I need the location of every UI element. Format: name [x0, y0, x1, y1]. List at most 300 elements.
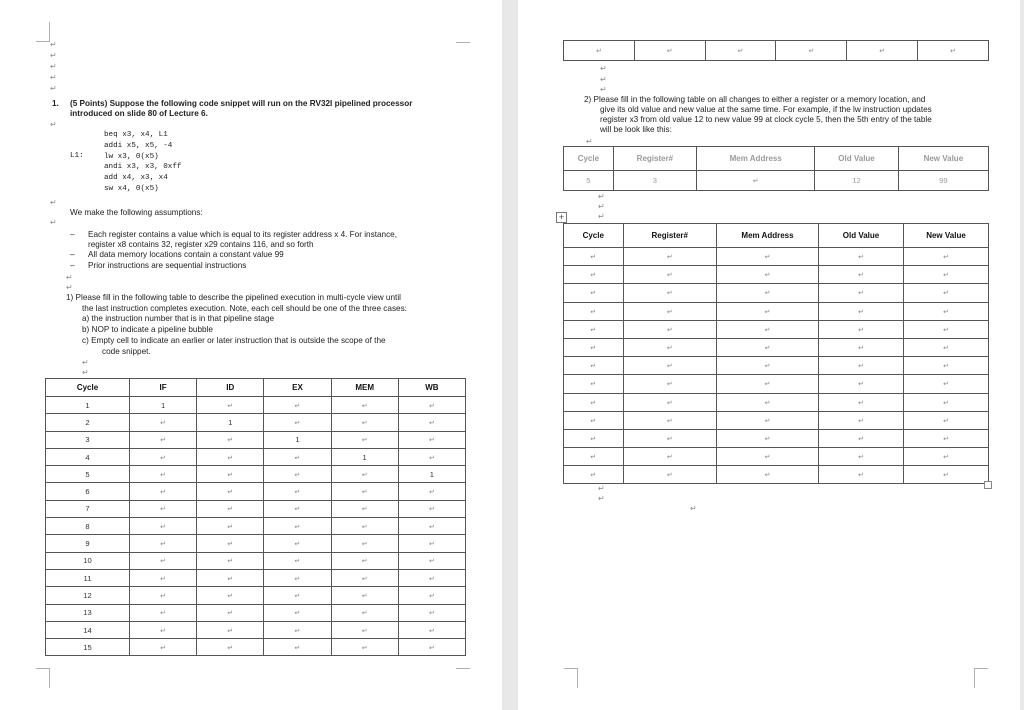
table-cell[interactable] — [197, 466, 264, 483]
column-header: Old Value — [819, 224, 904, 248]
table-cell[interactable] — [717, 411, 819, 429]
table-cell[interactable] — [130, 604, 197, 621]
table-resize-handle-icon[interactable] — [984, 481, 992, 489]
cell-end-mark: ↵ — [879, 47, 886, 55]
assumption-item: All data memory locations contain a constant value 99 — [88, 250, 284, 259]
table-cell[interactable] — [819, 357, 904, 375]
cell-end-mark: ↵ — [227, 505, 234, 514]
table-cell[interactable] — [564, 448, 624, 466]
table-cell[interactable] — [564, 466, 624, 484]
table-cell[interactable] — [904, 375, 989, 393]
table-row — [564, 266, 989, 284]
cell-end-mark: ↵ — [428, 591, 435, 600]
cell-end-mark: ↵ — [943, 271, 949, 280]
cell-end-mark: ↵ — [294, 626, 301, 635]
table-cell[interactable] — [819, 302, 904, 320]
crop-mark — [564, 668, 578, 688]
cell-end-mark: ↵ — [160, 470, 167, 479]
table-cell[interactable] — [623, 375, 717, 393]
option-c: c) Empty cell to indicate an earlier or later instruction that is outside the scope of the — [82, 336, 386, 345]
cell-end-mark: ↵ — [160, 626, 167, 635]
table-cell[interactable] — [197, 621, 264, 638]
table-cell: 14 — [46, 621, 130, 638]
cell-end-mark: ↵ — [858, 362, 864, 371]
table-cell[interactable] — [697, 171, 815, 191]
table-cell[interactable] — [634, 41, 705, 61]
table-cell[interactable] — [264, 621, 331, 638]
table-row — [564, 466, 989, 484]
option-c-continued: code snippet. — [102, 347, 151, 356]
cell-end-mark: ↵ — [666, 380, 673, 389]
table-cell[interactable] — [130, 569, 197, 586]
question-2-text: will be look like this: — [600, 125, 672, 134]
cell-end-mark: ↵ — [590, 434, 597, 443]
cell-end-mark: ↵ — [590, 289, 597, 298]
cell-end-mark: ↵ — [764, 362, 771, 371]
table-cell[interactable] — [331, 518, 398, 535]
cell-end-mark: ↵ — [858, 434, 864, 443]
table-cell[interactable] — [717, 320, 819, 338]
paragraph-mark: ↵ — [586, 137, 593, 146]
table-cell: 10 — [46, 552, 130, 569]
table-row — [564, 375, 989, 393]
table-cell[interactable] — [197, 587, 264, 604]
table-cell[interactable] — [398, 431, 465, 448]
cell-end-mark: ↵ — [752, 177, 759, 185]
cell-end-mark: ↵ — [858, 325, 864, 334]
crop-mark — [456, 668, 470, 669]
table-cell[interactable] — [819, 393, 904, 411]
paragraph-mark: ↵ — [598, 192, 605, 201]
table-cell[interactable] — [819, 411, 904, 429]
cell-end-mark: ↵ — [227, 470, 234, 479]
cell-end-mark: ↵ — [943, 344, 949, 353]
paragraph-mark: ↵ — [82, 358, 89, 367]
document-page-1: ↵ ↵ ↵ ↵ ↵ 1. (5 Points) Suppose the following code snippet will run on the RV32I pipelined processor introduced on slide 80 of Lecture 6. ↵ L1: beq x3, x4, L1 addi x5, x5, -4 lw x3, 0(x5) andi x3, x3, 0xff add x4, x3, x4 sw x4, 0(x5) ↵ We make the following assumptions: ↵ – Each register contains a value which is equal to its register address x 4. For instance, register x8 contains 32, register x29 contains 116, and so forth – All data memory locations contain a constant value 99 – Prior instructions are sequential instructions ↵ ↵ 1) Please fill in the following table to describe the pipelined execution in multi-cycle view until the last instruction completes execution. Note, each cell should be one of the three cases: a) the instruction number that is in that pipeline stage b) NOP to indicate a pipeline bubble c) Empty cell to indicate an earlier or later instruction that is outside the scope of the code snippet. ↵ ↵ Cycle IF ID EX MEM WB 1 1 ↵ ↵ ↵ ↵ 2 ↵ 1 ↵ ↵ ↵ 3 ↵ ↵ 1 ↵ ↵ 4 ↵ ↵ ↵ 1 ↵ 5 ↵ ↵ ↵ ↵ 1 6 ↵ ↵ ↵ ↵ ↵ 7 ↵ ↵ ↵ ↵ ↵ 8 ↵ ↵ ↵ ↵ ↵ 9 ↵ ↵ ↵ ↵ ↵ 10 ↵ ↵ ↵ ↵ ↵ 11 ↵ ↵ ↵ ↵ ↵ 12 ↵ ↵ ↵ ↵ ↵ 13 ↵ ↵ ↵ ↵ ↵ 14 ↵ ↵ ↵ ↵ ↵ 15 ↵ ↵ ↵ ↵ ↵ — [0, 0, 502, 710]
table-cell[interactable] — [564, 320, 624, 338]
cell-end-mark: ↵ — [361, 557, 368, 566]
table-cell[interactable] — [264, 414, 331, 431]
table-row — [46, 552, 466, 569]
cell-end-mark: ↵ — [160, 418, 167, 427]
table-cell: 1 — [197, 414, 264, 431]
option-a: a) the instruction number that is in that pipeline stage — [82, 314, 275, 323]
cell-end-mark: ↵ — [227, 574, 234, 583]
table-cell: 2 — [46, 414, 130, 431]
table-cell: 6 — [46, 483, 130, 500]
table-cell[interactable] — [264, 466, 331, 483]
crop-mark — [36, 22, 50, 42]
table-cell[interactable] — [398, 535, 465, 552]
table-cell[interactable] — [130, 500, 197, 517]
cell-end-mark: ↵ — [858, 344, 864, 353]
cell-end-mark: ↵ — [858, 380, 864, 389]
table-cell[interactable] — [398, 587, 465, 604]
cell-end-mark: ↵ — [361, 591, 368, 600]
table-cell[interactable] — [197, 535, 264, 552]
paragraph-mark: ↵ — [82, 368, 89, 377]
cell-end-mark: ↵ — [361, 418, 368, 427]
cell-end-mark: ↵ — [666, 289, 673, 298]
table-cell[interactable] — [398, 604, 465, 621]
table-cell[interactable] — [717, 375, 819, 393]
crop-mark — [36, 668, 50, 688]
assumptions-intro: We make the following assumptions: — [70, 208, 203, 217]
table-cell[interactable] — [904, 393, 989, 411]
cell-end-mark: ↵ — [428, 505, 435, 514]
table-cell[interactable] — [331, 500, 398, 517]
cell-end-mark: ↵ — [361, 643, 368, 652]
table-cell[interactable] — [819, 320, 904, 338]
table-cell[interactable] — [819, 338, 904, 356]
table-cell[interactable] — [623, 357, 717, 375]
table-cell[interactable] — [197, 431, 264, 448]
table-row — [46, 431, 466, 448]
cell-end-mark: ↵ — [943, 307, 949, 316]
table-cell[interactable] — [819, 248, 904, 266]
table-cell[interactable] — [331, 397, 398, 414]
cell-end-mark: ↵ — [764, 453, 771, 462]
table-cell[interactable] — [130, 466, 197, 483]
paragraph-mark: ↵ — [50, 40, 57, 49]
cell-end-mark: ↵ — [361, 522, 368, 531]
cell-end-mark: ↵ — [858, 253, 864, 262]
table-cell[interactable] — [819, 266, 904, 284]
table-cell[interactable] — [398, 414, 465, 431]
table-cell[interactable] — [717, 448, 819, 466]
table-cell[interactable] — [717, 429, 819, 447]
table-cell[interactable] — [717, 466, 819, 484]
cell-end-mark: ↵ — [590, 380, 597, 389]
table-cell[interactable] — [264, 397, 331, 414]
cell-end-mark: ↵ — [764, 434, 771, 443]
cell-end-mark: ↵ — [160, 453, 167, 462]
table-cell[interactable] — [904, 266, 989, 284]
table-cell[interactable] — [197, 483, 264, 500]
table-cell[interactable] — [130, 552, 197, 569]
table-cell[interactable] — [623, 320, 717, 338]
table-cell[interactable] — [398, 621, 465, 638]
paragraph-mark: ↵ — [50, 51, 57, 60]
table-cell[interactable] — [623, 393, 717, 411]
cell-end-mark: ↵ — [943, 471, 949, 480]
table-cell: 3 — [46, 431, 130, 448]
cell-end-mark: ↵ — [666, 434, 673, 443]
table-cell[interactable] — [819, 375, 904, 393]
column-header: ID — [197, 379, 264, 397]
table-cell[interactable] — [331, 414, 398, 431]
code-line: addi x5, x5, -4 — [104, 141, 173, 150]
table-cell[interactable] — [264, 569, 331, 586]
table-cell[interactable] — [264, 483, 331, 500]
table-cell[interactable] — [904, 338, 989, 356]
table-cell[interactable] — [264, 604, 331, 621]
code-line: sw x4, 0(x5) — [104, 184, 159, 193]
table-row — [564, 320, 989, 338]
cell-end-mark: ↵ — [943, 416, 949, 425]
table-cell[interactable] — [130, 518, 197, 535]
table-cell[interactable] — [130, 535, 197, 552]
cell-end-mark: ↵ — [764, 416, 771, 425]
paragraph-mark: ↵ — [50, 218, 57, 227]
cell-end-mark: ↵ — [294, 540, 301, 549]
table-cell[interactable] — [564, 357, 624, 375]
table-cell[interactable] — [130, 448, 197, 465]
table-cell[interactable] — [331, 604, 398, 621]
cell-end-mark: ↵ — [666, 398, 673, 407]
table-cell[interactable] — [197, 518, 264, 535]
table-row — [564, 248, 989, 266]
table-cell[interactable] — [130, 587, 197, 604]
table-cell[interactable] — [264, 518, 331, 535]
table-cell[interactable] — [331, 431, 398, 448]
table-cell[interactable] — [904, 357, 989, 375]
table-cell[interactable] — [904, 411, 989, 429]
cell-end-mark: ↵ — [428, 488, 435, 497]
table-cell: 7 — [46, 500, 130, 517]
cell-end-mark: ↵ — [361, 401, 368, 410]
table-cell[interactable] — [819, 466, 904, 484]
table-cell[interactable] — [264, 639, 331, 656]
table-cell[interactable] — [819, 429, 904, 447]
table-cell[interactable] — [564, 248, 624, 266]
cell-end-mark: ↵ — [808, 47, 815, 55]
table-cell[interactable] — [264, 552, 331, 569]
code-line: beq x3, x4, L1 — [104, 131, 168, 139]
table-cell[interactable] — [717, 338, 819, 356]
cell-end-mark: ↵ — [160, 591, 167, 600]
cell-end-mark: ↵ — [590, 271, 597, 280]
table-cell[interactable] — [197, 604, 264, 621]
cell-end-mark: ↵ — [160, 436, 167, 445]
table-cell[interactable] — [398, 448, 465, 465]
table-row — [46, 518, 466, 535]
table-cell[interactable] — [331, 621, 398, 638]
table-cell[interactable] — [197, 448, 264, 465]
table-cell[interactable] — [623, 338, 717, 356]
table-cell[interactable] — [264, 587, 331, 604]
table-cell[interactable] — [130, 639, 197, 656]
table-cell: 1 — [331, 448, 398, 465]
table-cell[interactable] — [819, 448, 904, 466]
table-cell[interactable] — [197, 552, 264, 569]
cell-end-mark: ↵ — [227, 626, 234, 635]
table-cell[interactable] — [398, 500, 465, 517]
paragraph-mark: ↵ — [50, 62, 57, 71]
table-cell[interactable] — [623, 466, 717, 484]
cell-end-mark: ↵ — [943, 362, 949, 371]
cell-end-mark: ↵ — [764, 471, 771, 480]
cell-end-mark: ↵ — [294, 401, 301, 410]
cell-end-mark: ↵ — [428, 401, 435, 410]
paragraph-mark: ↵ — [598, 202, 605, 211]
cell-end-mark: ↵ — [858, 289, 864, 298]
table-row — [564, 429, 989, 447]
table-cell[interactable] — [904, 248, 989, 266]
table-cell[interactable] — [623, 302, 717, 320]
table-cell[interactable] — [904, 320, 989, 338]
table-cell: 13 — [46, 604, 130, 621]
table-cell: 8 — [46, 518, 130, 535]
cell-end-mark: ↵ — [764, 380, 771, 389]
table-cell[interactable] — [904, 448, 989, 466]
table-cell[interactable] — [398, 552, 465, 569]
table-cell[interactable] — [564, 41, 635, 61]
table-cell[interactable] — [717, 284, 819, 302]
table-cell[interactable] — [331, 483, 398, 500]
cell-end-mark: ↵ — [943, 453, 949, 462]
table-cell[interactable] — [331, 569, 398, 586]
cell-end-mark: ↵ — [666, 453, 673, 462]
table-move-handle-icon[interactable]: + — [556, 212, 567, 223]
cell-end-mark: ↵ — [160, 505, 167, 514]
table-cell[interactable] — [564, 393, 624, 411]
table-cell[interactable] — [623, 448, 717, 466]
table-cell[interactable] — [197, 500, 264, 517]
table-row — [46, 621, 466, 638]
table-cell[interactable] — [197, 639, 264, 656]
cell-end-mark: ↵ — [666, 471, 673, 480]
paragraph-mark: ↵ — [50, 73, 57, 82]
table-cell[interactable] — [717, 357, 819, 375]
table-cell[interactable] — [904, 429, 989, 447]
cell-end-mark: ↵ — [858, 471, 864, 480]
table-cell[interactable] — [904, 466, 989, 484]
table-cell[interactable] — [331, 552, 398, 569]
cell-end-mark: ↵ — [858, 398, 864, 407]
table-cell[interactable] — [918, 41, 989, 61]
cell-end-mark: ↵ — [943, 325, 949, 334]
table-cell[interactable] — [847, 41, 918, 61]
table-cell[interactable] — [564, 266, 624, 284]
table-cell[interactable] — [331, 466, 398, 483]
cell-end-mark: ↵ — [590, 307, 597, 316]
cell-end-mark: ↵ — [858, 307, 864, 316]
table-cell[interactable] — [398, 569, 465, 586]
table-cell: 12 — [815, 171, 898, 191]
table-cell[interactable] — [819, 284, 904, 302]
table-cell[interactable] — [564, 338, 624, 356]
table-cell[interactable] — [623, 429, 717, 447]
cell-end-mark: ↵ — [666, 344, 673, 353]
table-cell: 5 — [46, 466, 130, 483]
cell-end-mark: ↵ — [590, 471, 597, 480]
cell-end-mark: ↵ — [666, 47, 673, 55]
table-cell[interactable] — [623, 248, 717, 266]
assumption-item: Each register contains a value which is equal to its register address x 4. For instance, — [88, 230, 398, 239]
table-cell[interactable] — [130, 483, 197, 500]
table-row — [46, 448, 466, 465]
table-row — [564, 357, 989, 375]
cell-end-mark: ↵ — [666, 271, 673, 280]
table-cell[interactable] — [623, 411, 717, 429]
question-title-continued: introduced on slide 80 of Lecture 6. — [70, 109, 208, 118]
cell-end-mark: ↵ — [764, 271, 771, 280]
paragraph-mark: ↵ — [690, 504, 697, 513]
question-2-text: give its old value and new value at the same time. For example, if the lw instruction updates — [600, 105, 932, 114]
table-cell[interactable] — [623, 266, 717, 284]
column-header: Cycle — [564, 224, 624, 248]
column-header: WB — [398, 379, 465, 397]
table-cell[interactable] — [717, 248, 819, 266]
pipeline-table — [45, 378, 466, 656]
table-cell[interactable] — [564, 302, 624, 320]
cell-end-mark: ↵ — [764, 398, 771, 407]
table-cell[interactable] — [717, 266, 819, 284]
cell-end-mark: ↵ — [764, 325, 771, 334]
table-cell[interactable] — [331, 587, 398, 604]
table-cell[interactable] — [264, 448, 331, 465]
table-row — [564, 302, 989, 320]
table-cell: 9 — [46, 535, 130, 552]
table-cell[interactable] — [130, 431, 197, 448]
table-cell[interactable] — [564, 375, 624, 393]
table-cell[interactable] — [705, 41, 776, 61]
paragraph-mark: ↵ — [50, 120, 57, 129]
table-cell[interactable] — [564, 284, 624, 302]
column-header: Mem Address — [697, 147, 815, 171]
question-1-text: the last instruction completes execution. Note, each cell should be one of the three cases: — [82, 304, 407, 313]
cell-end-mark: ↵ — [428, 436, 435, 445]
paragraph-mark: ↵ — [598, 212, 605, 221]
table-cell[interactable] — [776, 41, 847, 61]
cell-end-mark: ↵ — [294, 418, 301, 427]
table-cell[interactable] — [398, 639, 465, 656]
cell-end-mark: ↵ — [227, 401, 234, 410]
cell-end-mark: ↵ — [590, 416, 597, 425]
table-row — [46, 397, 466, 414]
table-cell[interactable] — [130, 414, 197, 431]
question-2-text: 2) Please fill in the following table on all changes to either a register or a memory location, and — [584, 95, 926, 104]
table-cell: 15 — [46, 639, 130, 656]
table-row — [46, 483, 466, 500]
table-cell[interactable] — [398, 397, 465, 414]
table-cell[interactable] — [331, 535, 398, 552]
cell-end-mark: ↵ — [590, 362, 597, 371]
table-cell[interactable] — [904, 284, 989, 302]
table-cell[interactable] — [398, 483, 465, 500]
table-cell: 1 — [130, 397, 197, 414]
table-cell[interactable] — [264, 535, 331, 552]
cell-end-mark: ↵ — [666, 325, 673, 334]
table-cell[interactable] — [564, 429, 624, 447]
paragraph-mark: ↵ — [598, 484, 605, 493]
table-cell[interactable] — [623, 284, 717, 302]
table-row — [46, 587, 466, 604]
paragraph-mark: ↵ — [66, 273, 73, 282]
column-header: MEM — [331, 379, 398, 397]
table-cell[interactable] — [197, 569, 264, 586]
table-cell[interactable] — [331, 639, 398, 656]
table-cell[interactable] — [398, 518, 465, 535]
cell-end-mark: ↵ — [764, 289, 771, 298]
table-row — [564, 411, 989, 429]
table-cell[interactable] — [197, 397, 264, 414]
table-cell[interactable] — [717, 393, 819, 411]
question-title: (5 Points) Suppose the following code snippet will run on the RV32I pipelined processor — [70, 99, 413, 108]
cell-end-mark: ↵ — [160, 522, 167, 531]
table-cell[interactable] — [264, 500, 331, 517]
cell-end-mark: ↵ — [227, 488, 234, 497]
table-cell[interactable] — [564, 411, 624, 429]
table-cell[interactable] — [130, 621, 197, 638]
table-cell[interactable] — [904, 302, 989, 320]
cell-end-mark: ↵ — [294, 505, 301, 514]
table-cell[interactable] — [717, 302, 819, 320]
cell-end-mark: ↵ — [590, 453, 597, 462]
column-header: New Value — [904, 224, 989, 248]
cell-end-mark: ↵ — [294, 591, 301, 600]
